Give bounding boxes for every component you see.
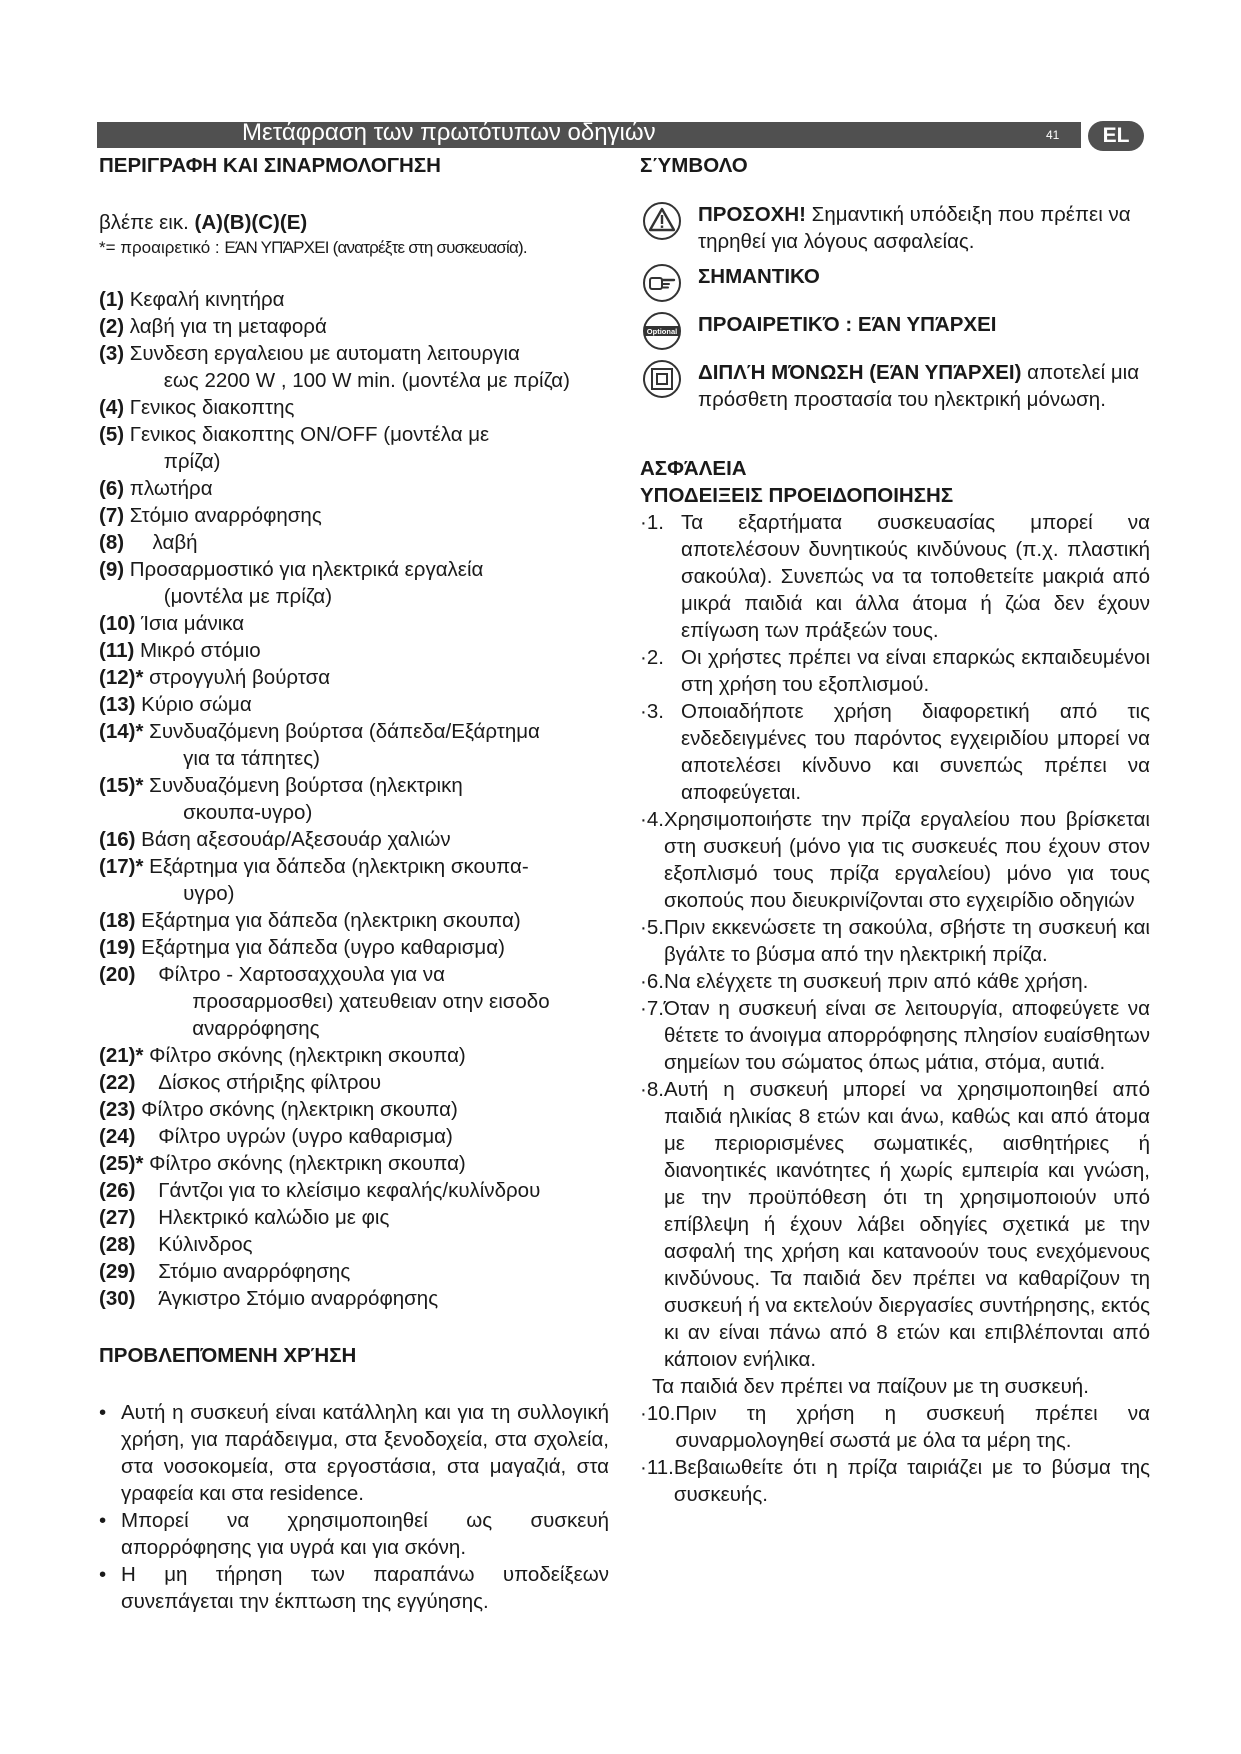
part-text-line: στρογγυλή βούρτσα: [149, 666, 331, 689]
part-item: [99, 1150, 609, 1177]
part-item: [99, 313, 609, 340]
optional-icon: [640, 311, 684, 351]
part-text: [149, 664, 609, 691]
part-item: [99, 1177, 609, 1204]
part-text: [149, 853, 609, 907]
bullet-item: [99, 1561, 609, 1615]
part-text-cont: σκουπα-υγρο): [183, 801, 313, 824]
part-text: [158, 1069, 609, 1096]
part-text: [141, 691, 609, 718]
warning-item: [640, 1400, 1150, 1454]
symbol-optional-bold: ΠΡΟΑΙΡΕΤΙΚΌ : ΕΆΝ ΥΠΆΡΧΕΙ: [698, 313, 997, 336]
warning-number: ·2.: [640, 646, 682, 669]
part-item: [99, 1096, 609, 1123]
optional-note-prefix: *= προαιρετικό :: [99, 238, 225, 257]
part-text-line: πλωτήρα: [129, 477, 213, 500]
symbol-warning: [640, 201, 1150, 255]
part-number: (23): [99, 1098, 142, 1121]
part-text-line: Στόμιο αναρρόφησης: [158, 1260, 351, 1283]
warning-number: ·8.: [640, 1078, 664, 1101]
warning-text: Οι χρήστες πρέπει να είναι επαρκώς εκπαιδευμένοι στη χρήση του εξοπλισμού.: [681, 646, 1150, 696]
part-number: (20): [99, 963, 159, 986]
part-number: (30): [99, 1287, 159, 1310]
part-number: (9): [99, 558, 130, 581]
part-item: [99, 421, 609, 475]
optional-note-text: ΕΆΝ ΥΠΆΡΧΕΙ (ανατρέξτε στη συσκευασία).: [224, 238, 527, 257]
symbol-double-insulation: [640, 359, 1150, 413]
part-number: (13): [99, 693, 142, 716]
part-item: [99, 1231, 609, 1258]
symbol-warning-bold: ΠΡΟΣΟΧΗ!: [698, 203, 806, 226]
part-text: [140, 637, 609, 664]
part-item: [99, 853, 609, 907]
warning-text: Οποιαδήποτε χρήση διαφορετική από τις ενδεδειγμένες του παρόντος εγχειριδίου μπορεί να αποτελέσει κίνδυνο και συνεπώς πρέπει να αποφεύγεται.: [681, 700, 1150, 804]
warning-text: Αυτή η συσκευή μπορεί να χρησιμοποιηθεί από παιδιά ηλικίας 8 ετών και άνω, καθώς και από άτομα με περιορισμένες σωματικές, αισθητήριες ή διανοητικές ικανότητες ή χωρίς εμπειρία και γνώση, με την προϋπόθεση ότι τη χρησιμοποιούν υπό επίβλεψη ή έχουν λάβει οδηγίες σχετικά με την ασφαλή της χρήση και κατανοούν τους ενεχόμενους κινδύνους. Τα παιδιά δεν πρέπει να καθαρίζουν τη συσκευή ή να εκτελούν διεργασίες συντήρησης, εκτός κι αν είναι πάνω από 8 ετών και επιβλέπονται από κάποιον ενήλικα.: [663, 1078, 1150, 1371]
symbol-warning-text: [684, 201, 1150, 255]
part-item: [99, 664, 609, 691]
part-text-cont: προσαρμοσθει) χατευθειαν οτην εισοδο: [192, 990, 550, 1013]
part-text-line: Μικρό στόμιο: [140, 639, 261, 662]
part-item: [99, 1258, 609, 1285]
warning-item: [640, 1454, 1150, 1508]
part-text: [153, 529, 609, 556]
part-text-cont: υγρο): [183, 882, 235, 905]
warning-text: Όταν η συσκευή είναι σε λειτουργία, αποφεύγετε να θέτετε το άνοιγμα απορρόφησης πλησίον ευαίσθητων σημείων του σώματος όπως μάτια, στόμα, αυτιά.: [663, 997, 1150, 1074]
part-text-cont: πρίζα): [163, 450, 221, 473]
part-number: (1): [99, 288, 130, 311]
part-text: [158, 1177, 609, 1204]
warning-number: ·4.: [640, 808, 664, 831]
part-text-cont: αναρρόφησης: [192, 1017, 320, 1040]
part-number: (3): [99, 342, 130, 365]
warning-text: Χρησιμοποιήστε την πρίζα εργαλείου που βρίσκεται στη συσκευή (μόνο για τις συσκευές που έχουν στον εξοπλισμό τους πρίζα εργαλείου) μόνο για τους σκοπούς που διευκρινίζονται στο εγχειρίδιο οδηγιών: [663, 808, 1150, 912]
part-number: (26): [99, 1179, 159, 1202]
part-item: [99, 1042, 609, 1069]
part-number: (25)*: [99, 1152, 150, 1175]
symbol-important-text: [684, 263, 1150, 290]
warning-item: [640, 644, 1150, 698]
part-text: [130, 394, 609, 421]
part-item: [99, 1069, 609, 1096]
warning-item: [640, 698, 1150, 806]
part-text-line: Γάντζοι για το κλείσιμο κεφαλής/κυλίνδρου: [158, 1179, 541, 1202]
description-heading: ΠΕΡΙΓΡΑΦΗ ΚΑΙ ΣΙΝΑΡΜΟΛΟΓΗΣΗ: [99, 154, 441, 177]
symbol-important: [640, 263, 1150, 303]
symbols-heading: ΣΎΜΒΟΛΟ: [640, 154, 748, 177]
symbol-optional-text: [684, 311, 1150, 338]
figure-reference-figs: (A)(B)(C)(E): [194, 211, 308, 234]
bullet-dot: •: [99, 1401, 107, 1424]
part-text: [130, 475, 609, 502]
part-text-cont: για τα τάπητες): [183, 747, 320, 770]
warning-text: Πριν τη χρήση η συσκευή πρέπει να συναρμολογηθεί σωστά με όλα τα μέρη της.: [675, 1402, 1150, 1452]
symbol-warning-desc: Σημαντική υπόδειξη που πρέπει να τηρηθεί για λόγους ασφαλείας.: [698, 203, 1131, 253]
warning-item: [640, 806, 1150, 914]
pointing-hand-icon: [640, 263, 684, 303]
part-item: [99, 718, 609, 772]
part-text-line: λαβή: [152, 531, 198, 554]
safety-heading: ΑΣΦΆΛΕΙΑ: [640, 457, 747, 480]
warning-number: ·10.: [640, 1402, 676, 1425]
part-text: [141, 610, 609, 637]
part-item: [99, 502, 609, 529]
part-number: (2): [99, 315, 130, 338]
part-text: [158, 1204, 609, 1231]
part-number: (14)*: [99, 720, 150, 743]
part-number: (16): [99, 828, 142, 851]
warnings-heading: ΥΠΟΔΕΙΞΕΙΣ ΠΡΟΕΙΔΟΠΟΙΗΣΗΣ: [640, 484, 954, 507]
part-text-line: Φίλτρο σκόνης (ηλεκτρικη σκουπα): [149, 1044, 466, 1067]
part-text-line: Στόμιο αναρρόφησης: [129, 504, 322, 527]
warning-number: ·11.: [640, 1456, 674, 1479]
warning-icon: [640, 201, 684, 241]
part-text-line: Ηλεκτρικό καλώδιο με φις: [158, 1206, 390, 1229]
double-insulation-icon: [640, 359, 684, 399]
part-number: (21)*: [99, 1044, 150, 1067]
part-number: (4): [99, 396, 130, 419]
part-number: (12)*: [99, 666, 150, 689]
part-number: (18): [99, 909, 142, 932]
left-column: [99, 152, 609, 1615]
part-text-line: Κύλινδρος: [158, 1233, 253, 1256]
part-item: [99, 826, 609, 853]
part-text-line: Προσαρμοστικό για ηλεκτρικά εργαλεία: [129, 558, 484, 581]
part-text-line: Κύριο σώμα: [141, 693, 252, 716]
warning-number: ·5.: [640, 916, 664, 939]
part-text-line: Βάση αξεσουάρ/Αξεσουάρ χαλιών: [141, 828, 451, 851]
part-item: [99, 529, 609, 556]
part-text-line: Εξάρτημα για δάπεδα (ηλεκτρικη σκουπα-: [149, 855, 529, 878]
bullet-text: Μπορεί να χρησιμοποιηθεί ως συσκευή απορρόφησης για υγρά και για σκόνη.: [121, 1509, 609, 1559]
part-item: [99, 610, 609, 637]
part-item: [99, 1204, 609, 1231]
warning-number: ·3.: [640, 700, 682, 723]
warning-text: Βεβαιωθείτε ότι η πρίζα ταιριάζει με το βύσμα της συσκευής.: [673, 1456, 1150, 1506]
part-number: (8): [99, 531, 153, 554]
part-text-line: Άγκιστρο Στόμιο αναρρόφησης: [158, 1287, 439, 1310]
header-title: Μετάφραση των πρωτότυπων οδηγιών: [242, 119, 656, 146]
warnings-list: [640, 509, 1150, 1508]
part-text: [158, 961, 609, 1042]
intended-use-list: [99, 1399, 609, 1615]
part-text: [149, 1042, 609, 1069]
part-number: (10): [99, 612, 142, 635]
part-number: (17)*: [99, 855, 150, 878]
part-text: [158, 1231, 609, 1258]
symbol-double-insulation-text: [684, 359, 1150, 413]
figure-reference: [99, 209, 609, 236]
part-number: (28): [99, 1233, 159, 1256]
part-number: (19): [99, 936, 142, 959]
intended-use-heading: ΠΡΟΒΛΕΠΌΜΕΝΗ ΧΡΉΣΗ: [99, 1344, 357, 1367]
part-number: (15)*: [99, 774, 150, 797]
part-number: (24): [99, 1125, 159, 1148]
part-number: (29): [99, 1260, 159, 1283]
page-number: 41: [1046, 128, 1060, 142]
part-text-line: Δίσκος στήριξης φίλτρου: [158, 1071, 382, 1094]
bullet-dot: •: [99, 1563, 107, 1586]
part-item: [99, 691, 609, 718]
part-text: [141, 934, 609, 961]
part-text: [130, 556, 609, 610]
part-text: [130, 502, 609, 529]
warning-text: Να ελέγχετε τη συσκευή πριν από κάθε χρήση.: [663, 970, 1089, 993]
bullet-dot: •: [99, 1509, 107, 1532]
symbol-double-insulation-desc: αποτελεί μια πρόσθετη προστασία του ηλεκτρική μόνωση.: [698, 361, 1140, 411]
warning-text: Τα εξαρτήματα συσκευασίας μπορεί να αποτελέσουν δυνητικούς κινδύνους (π.χ. πλαστική σακούλα). Συνεπώς να τα τοποθετείτε μακριά από μικρά παιδιά και άλλα άτομα ή ζώα δεν έχουν επίγωση των πράξεών τους.: [681, 511, 1150, 642]
part-text-line: Κεφαλή κινητήρα: [129, 288, 285, 311]
warning-item: Τα παιδιά δεν πρέπει να παίζουν με τη συσκευή.: [652, 1375, 1089, 1398]
language-badge: EL: [1088, 121, 1144, 151]
part-text-line: Φίλτρο υγρών (υγρο καθαρισμα): [158, 1125, 453, 1148]
part-text: [141, 1096, 609, 1123]
part-text-line: Συνδυαζόμενη βούρτσα (δάπεδα/Εξάρτημα: [149, 720, 540, 743]
part-text-line: Συνδεση εργαλειου με αυτοματη λειτουργια: [129, 342, 520, 365]
warning-number: ·7.: [640, 997, 664, 1020]
warning-item: [640, 995, 1150, 1076]
part-text-line: Εξάρτημα για δάπεδα (υγρο καθαρισμα): [141, 936, 505, 959]
part-number: (11): [99, 639, 141, 662]
part-text: [130, 286, 609, 313]
warning-number: ·6.: [640, 970, 664, 993]
warning-item: [640, 1076, 1150, 1373]
part-item: [99, 637, 609, 664]
part-text-line: λαβή για τη μεταφορά: [129, 315, 327, 338]
warning-item: [640, 509, 1150, 644]
part-text-cont: (μοντέλα με πρίζα): [163, 585, 333, 608]
part-text: [158, 1285, 609, 1312]
warning-item: [640, 968, 1150, 995]
warning-item: [640, 914, 1150, 968]
part-item: [99, 556, 609, 610]
optional-icon-label: Optional: [646, 327, 678, 336]
part-text-line: Φίλτρο σκόνης (ηλεκτρικη σκουπα): [141, 1098, 458, 1121]
bullet-text: Αυτή η συσκευή είναι κατάλληλη και για τη συλλογική χρήση, για παράδειγμα, στα ξενοδοχεία, στα σχολεία, στα νοσοκομεία, στα εργοστάσια, στα μαγαζιά, στα γραφεία και στα residence.: [121, 1401, 609, 1505]
part-item: [99, 340, 609, 394]
part-text-line: Φίλτρο σκόνης (ηλεκτρικη σκουπα): [149, 1152, 466, 1175]
symbol-important-bold: ΣΗΜΑΝΤΙΚΟ: [698, 265, 820, 288]
warning-text: Πριν εκκενώσετε τη σακούλα, σβήστε τη συσκευή και βγάλτε το βύσμα από την ηλεκτρική πρίζα.: [663, 916, 1150, 966]
part-text-line: Ίσια μάνικα: [141, 612, 245, 635]
symbols-list: [640, 201, 1150, 413]
part-item: [99, 961, 609, 1042]
part-item: [99, 475, 609, 502]
part-text: [141, 826, 609, 853]
part-item: [99, 934, 609, 961]
part-item: [99, 394, 609, 421]
bullet-item: [99, 1507, 609, 1561]
part-text-line: Γενικος διακοπτης: [129, 396, 295, 419]
part-number: (5): [99, 423, 130, 446]
part-text: [149, 772, 609, 826]
optional-note: [99, 236, 609, 260]
figure-reference-prefix: βλέπε εικ.: [99, 211, 195, 234]
part-text-cont: εως 2200 W , 100 W min. (μοντέλα με πρίζα): [163, 369, 570, 392]
part-item: [99, 1123, 609, 1150]
part-text: [130, 313, 609, 340]
part-number: (27): [99, 1206, 159, 1229]
part-text-line: Γενικος διακοπτης ON/OFF (μοντέλα με: [129, 423, 490, 446]
parts-list: [99, 286, 609, 1312]
bullet-item: [99, 1399, 609, 1507]
part-item: [99, 772, 609, 826]
symbol-optional: [640, 311, 1150, 351]
part-item: [99, 286, 609, 313]
part-text: [130, 421, 609, 475]
part-text-line: Εξάρτημα για δάπεδα (ηλεκτρικη σκουπα): [141, 909, 521, 932]
part-number: (6): [99, 477, 130, 500]
symbol-double-insulation-bold: ΔΙΠΛΉ ΜΌΝΩΣΗ (ΕΆΝ ΥΠΆΡΧΕΙ): [698, 361, 1022, 384]
warning-number: ·1.: [640, 511, 682, 534]
part-number: (22): [99, 1071, 159, 1094]
part-item: [99, 907, 609, 934]
right-column: [640, 152, 1150, 1508]
part-text: [158, 1123, 609, 1150]
part-text-line: Συνδυαζόμενη βούρτσα (ηλεκτρικη: [149, 774, 463, 797]
part-text: [141, 907, 609, 934]
part-text: [130, 340, 609, 394]
part-text: [158, 1258, 609, 1285]
bullet-text: Η μη τήρηση των παραπάνω υποδείξεων συνεπάγεται την έκπτωση της εγγύησης.: [121, 1563, 609, 1613]
part-item: [99, 1285, 609, 1312]
part-text: [149, 1150, 609, 1177]
part-number: (7): [99, 504, 130, 527]
part-text: [149, 718, 609, 772]
part-text-line: Φίλτρο - Χαρτοσαχχουλα για να: [158, 963, 445, 986]
